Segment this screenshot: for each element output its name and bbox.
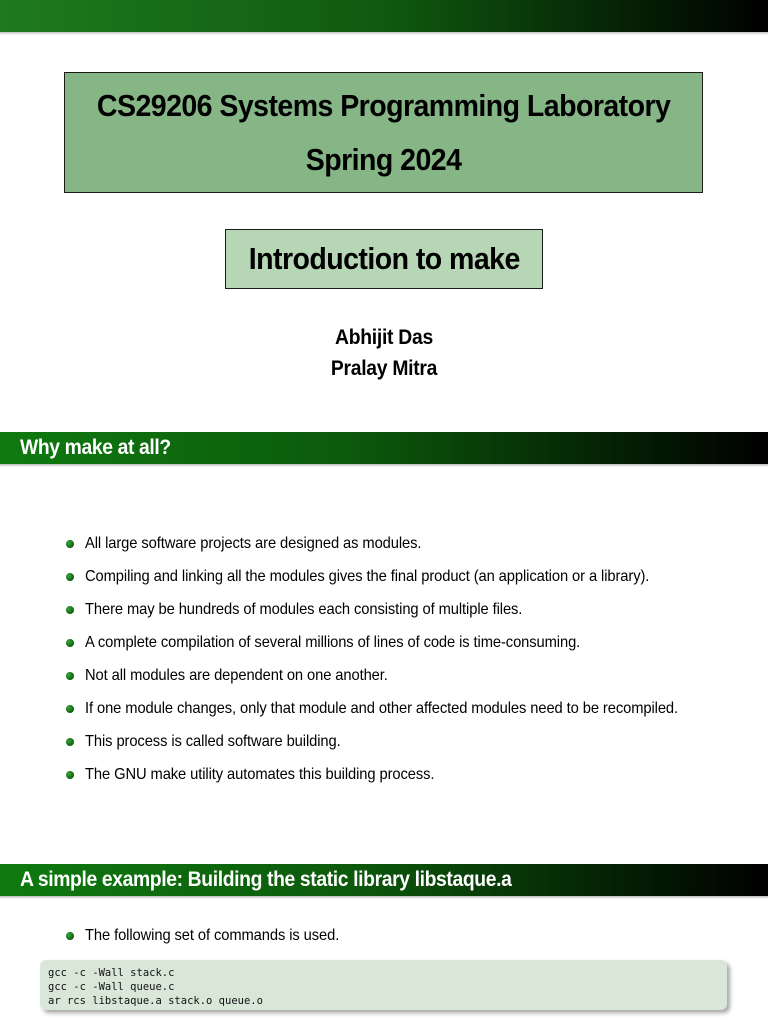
section-header-simple-example bbox=[0, 864, 768, 896]
list-item: A complete compilation of several millions of lines of code is time-consuming. bbox=[66, 633, 730, 666]
bullet-icon bbox=[66, 705, 74, 713]
list-item: The following set of commands is used. bbox=[66, 926, 361, 959]
code-block bbox=[40, 960, 727, 1010]
top-banner bbox=[0, 0, 768, 32]
code-line: gcc -c -Wall stack.c bbox=[48, 967, 175, 979]
code-line: ar rcs libstaque.a stack.o queue.o bbox=[48, 995, 263, 1007]
author-name: Abhijit Das bbox=[335, 326, 433, 349]
list-item: If one module changes, only that module and other affected modules need to be recompiled. bbox=[66, 699, 730, 732]
list-item: The GNU make utility automates this building process. bbox=[66, 765, 730, 798]
list-item: Compiling and linking all the modules gives the final product (an application or a library). bbox=[66, 567, 730, 600]
author-list bbox=[0, 322, 768, 384]
bullet-icon bbox=[66, 606, 74, 614]
lecture-title: Introduction to make bbox=[248, 241, 520, 276]
bullet-icon bbox=[66, 738, 74, 746]
list-item: Not all modules are dependent on one another. bbox=[66, 666, 730, 699]
bullet-icon bbox=[66, 672, 74, 680]
list-item: There may be hundreds of modules each consisting of multiple files. bbox=[66, 600, 730, 633]
subtitle-box bbox=[225, 229, 543, 289]
section-title: Why make at all? bbox=[20, 436, 171, 459]
list-item: All large software projects are designed as modules. bbox=[66, 534, 730, 567]
code-line: gcc -c -Wall queue.c bbox=[48, 981, 175, 993]
course-title: CS29206 Systems Programming Laboratory bbox=[96, 87, 671, 123]
title-box bbox=[64, 72, 703, 193]
bullet-list-why-make bbox=[66, 534, 730, 798]
bullet-icon bbox=[66, 573, 74, 581]
author-name: Pralay Mitra bbox=[330, 357, 438, 380]
bullet-icon bbox=[66, 540, 74, 548]
semester-label: Spring 2024 bbox=[305, 141, 462, 177]
bullet-icon bbox=[66, 639, 74, 647]
section-header-why-make bbox=[0, 432, 768, 464]
section-title: A simple example: Building the static library libstaque.a bbox=[20, 868, 512, 891]
bullet-icon bbox=[66, 771, 74, 779]
bullet-icon bbox=[66, 932, 74, 940]
list-item: This process is called software building. bbox=[66, 732, 730, 765]
bullet-list-simple-example bbox=[66, 926, 361, 959]
